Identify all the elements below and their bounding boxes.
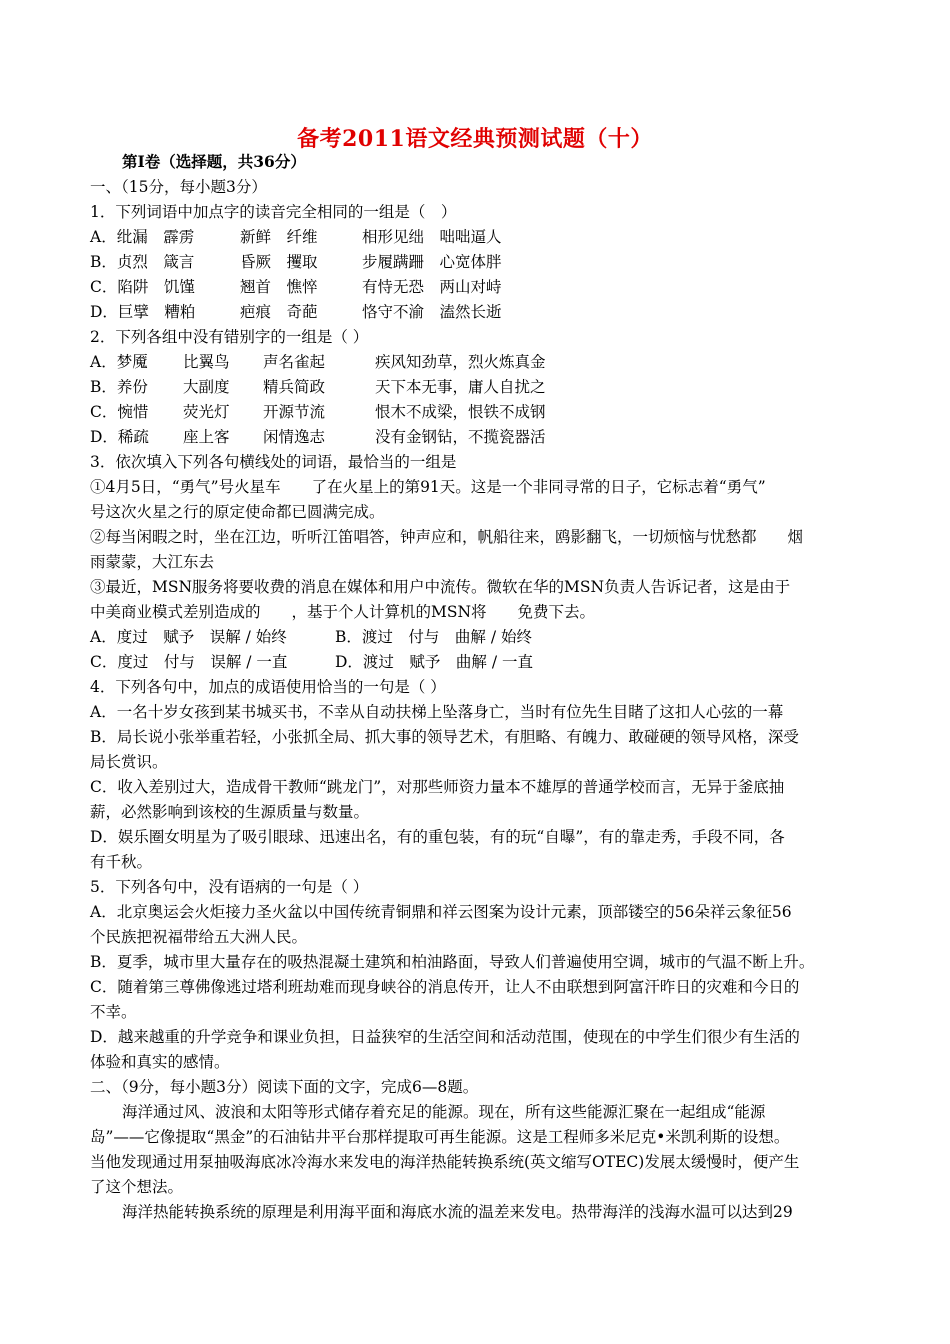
question-2-stem: 2．下列各组中没有错别字的一组是（ ）: [90, 328, 369, 346]
option-line: 体验和真实的感情。: [90, 1053, 230, 1071]
option-item: 步履蹒跚 心宽体胖: [362, 253, 502, 271]
option-item: 大副度: [183, 378, 230, 396]
option-row: [90, 400, 546, 424]
part-heading: 一、（15分，每小题3分）: [90, 178, 267, 196]
passage-line: 了这个想法。: [90, 1178, 184, 1196]
passage-line: 岛”——它像提取“黑金”的石油钻井平台那样提取可再生能源。这是工程师多米尼克•米凯利斯的设想。: [90, 1128, 790, 1146]
option-line: C．随着第三尊佛像逃过塔利班劫难而现身峡谷的消息传开，让人不由联想到阿富汗昨日的灾难和今日的: [90, 978, 800, 996]
option-item: B．渡过 付与 曲解 / 始终: [335, 628, 532, 646]
passage-line: 海洋热能转换系统的原理是利用海平面和海底水流的温差来发电。热带海洋的浅海水温可以达到29: [122, 1203, 793, 1221]
option-line: C．收入差别过大，造成骨干教师“跳龙门”，对那些师资力量本不雄厚的普通学校而言，无异于釜底抽: [90, 778, 785, 796]
option-item: 精兵简政: [263, 378, 326, 396]
option-label: C．陷阱 饥馑: [90, 278, 195, 296]
option-item: 没有金钢钻，不揽瓷器活: [375, 428, 546, 446]
section-heading: 第Ⅰ卷（选择题，共36分）: [122, 152, 306, 171]
option-label: B．养份: [90, 378, 148, 396]
option-row: [90, 250, 502, 274]
option-item: 恨木不成梁，恨铁不成钢: [375, 403, 546, 421]
option-item: 相形见绌 咄咄逼人: [362, 228, 502, 246]
option-item: 比翼鸟: [183, 353, 230, 371]
option-row: [90, 650, 533, 674]
option-label: D．稀疏: [90, 428, 149, 446]
sentence-line: 号这次火星之行的原定使命都已圆满完成。: [90, 503, 385, 521]
question-5-stem: 5．下列各句中，没有语病的一句是（ ）: [90, 878, 369, 896]
question-3-stem: 3．依次填入下列各句横线处的词语，最恰当的一组是: [90, 453, 457, 471]
option-line: 局长赏识。: [90, 753, 168, 771]
option-label: D．巨擘 糟粕: [90, 303, 196, 321]
option-item: 疾风知劲草，烈火炼真金: [375, 353, 546, 371]
option-item: D．渡过 赋予 曲解 / 一直: [335, 653, 534, 671]
passage-line: 当他发现通过用泵抽吸海底冰冷海水来发电的海洋热能转换系统(英文缩写OTEC)发展太缓慢时，便产生: [90, 1153, 800, 1171]
part-heading: 二、（9分，每小题3分）阅读下面的文字，完成6—8题。: [90, 1078, 479, 1096]
option-item: C．度过 付与 误解 / 一直: [90, 653, 288, 671]
option-label: B．贞烈 箴言: [90, 253, 195, 271]
sentence-line: 雨蒙蒙，大江东去: [90, 553, 215, 571]
option-line: 有千秋。: [90, 853, 153, 871]
option-item: 天下本无事，庸人自扰之: [375, 378, 546, 396]
question-4-stem: 4．下列各句中，加点的成语使用恰当的一句是（ ）: [90, 678, 446, 696]
option-label: A．纰漏 霹雳: [90, 228, 195, 246]
option-row: [90, 225, 502, 249]
option-line: B．局长说小张举重若轻，小张抓全局、抓大事的领导艺术，有胆略、有魄力、敢碰硬的领导风格，深受: [90, 728, 799, 746]
sentence-line: ①4月5日，“勇气”号火星车 了在火星上的第91天。这是一个非同寻常的日子，它标志着“勇气”: [90, 478, 766, 496]
option-item: 开源节流: [263, 403, 326, 421]
question-1-stem: 1．下列词语中加点字的读音完全相同的一组是（ ）: [90, 203, 457, 221]
option-line: D．娱乐圈女明星为了吸引眼球、迅速出名，有的重包装，有的玩“自曝”，有的靠走秀，手段不同，各: [90, 828, 785, 846]
option-line: B．夏季，城市里大量存在的吸热混凝土建筑和柏油路面，导致人们普遍使用空调，城市的气温不断上升。: [90, 953, 815, 971]
option-item: 有恃无恐 两山对峙: [362, 278, 502, 296]
option-item: 疤痕 奇葩: [240, 303, 318, 321]
passage-line: 海洋通过风、波浪和太阳等形式储存着充足的能源。现在，所有这些能源汇聚在一起组成“能源: [122, 1103, 766, 1121]
option-item: 座上客: [183, 428, 230, 446]
option-row: [90, 275, 502, 299]
option-row: [90, 350, 546, 374]
option-line: 个民族把祝福带给五大洲人民。: [90, 928, 308, 946]
page-title: 备考2011语文经典预测试题（十）: [297, 126, 653, 152]
option-row: [90, 300, 502, 324]
sentence-line: 中美商业模式差别造成的 ，基于个人计算机的MSN将 免费下去。: [90, 603, 596, 621]
option-line: A．北京奥运会火炬接力圣火盆以中国传统青铜鼎和祥云图案为设计元素，顶部镂空的56朵祥云象征56: [90, 903, 792, 921]
option-item: A．度过 赋予 误解 / 始终: [90, 628, 287, 646]
option-item: 声名雀起: [263, 353, 326, 371]
sentence-line: ③最近，MSN服务将要收费的消息在媒体和用户中流传。微软在华的MSN负责人告诉记者，这是由于: [90, 578, 791, 596]
option-label: C．惋惜: [90, 403, 149, 421]
option-row: [90, 375, 546, 399]
option-item: 翘首 憔悴: [240, 278, 318, 296]
option-item: 昏厥 攫取: [240, 253, 318, 271]
option-line: A．一名十岁女孩到某书城买书，不幸从自动扶梯上坠落身亡，当时有位先生目睹了这扣人心弦的一幕: [90, 703, 784, 721]
option-item: 荧光灯: [183, 403, 230, 421]
option-line: D．越来越重的升学竞争和课业负担，日益狭窄的生活空间和活动范围，使现在的中学生们很少有生活的: [90, 1028, 800, 1046]
option-label: A．梦魇: [90, 353, 148, 371]
option-line: 不幸。: [90, 1003, 137, 1021]
option-row: [90, 625, 532, 649]
option-item: 新鲜 纤维: [240, 228, 318, 246]
option-line: 薪，必然影响到该校的生源质量与数量。: [90, 803, 370, 821]
option-item: 恪守不渝 溘然长逝: [362, 303, 502, 321]
option-row: [90, 425, 546, 449]
option-item: 闲情逸志: [263, 428, 326, 446]
sentence-line: ②每当闲暇之时，坐在江边，听听江笛唱答，钟声应和，帆船往来，鸥影翻飞，一切烦恼与忧愁都 烟: [90, 528, 804, 546]
